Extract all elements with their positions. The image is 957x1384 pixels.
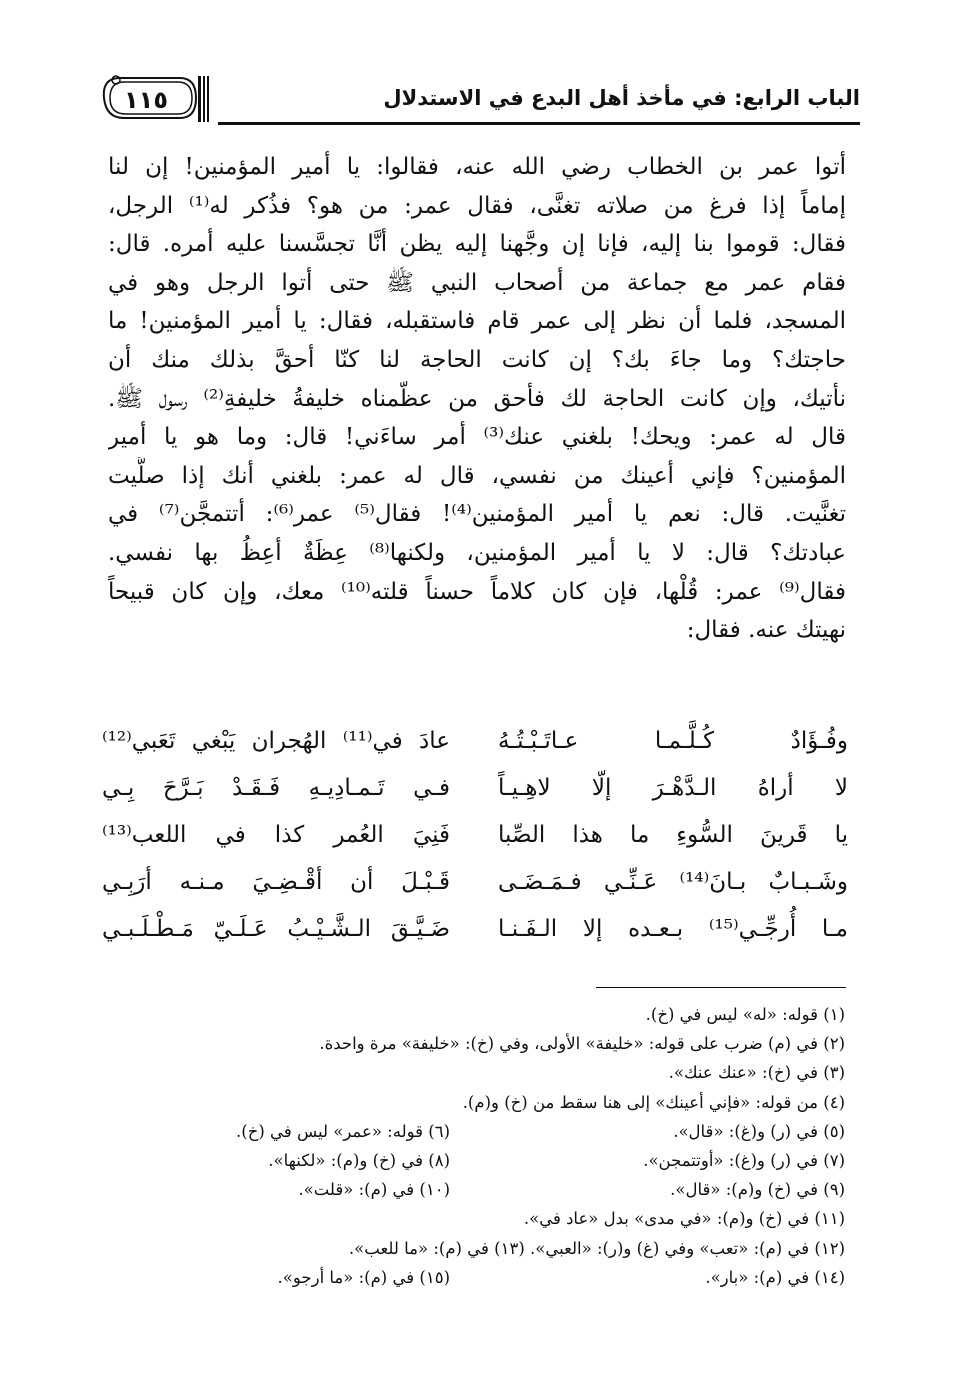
footnote-line <box>105 1029 845 1058</box>
footnote: (٣) في (خ): «عنك عنك». <box>668 1063 845 1083</box>
poem-verse <box>102 765 848 812</box>
poem-verse <box>102 718 848 765</box>
footnote-line <box>105 1088 845 1117</box>
footnote: (١) قوله: «له» ليس في (خ). <box>645 1005 845 1024</box>
footnotes <box>105 1000 845 1292</box>
footnote-line <box>105 1117 845 1146</box>
text-line: حاجتك؟ وما جاءَ بك؟ إن كانت الحاجة لنا كنّا أحقَّ بذلك منك أن <box>108 346 846 373</box>
second-hemistich: ضَـيَّـقَ الـشَّـيْـبُ عَـلَـيّ مَـطْـلَـبـي <box>102 916 450 942</box>
text-line: إماماً إذا فرغ من صلاته تغنَّى، فقال عمر: من هو؟ فذُكر له⁽¹⁾ الرجل، <box>108 192 846 219</box>
second-hemistich: قَـبْـلَ أن أقْـضِـيَ مـنـه أرَبِـي <box>102 869 450 895</box>
poem-verse <box>102 812 848 859</box>
running-header <box>100 64 860 124</box>
footnote: (٦) قوله: «عمر» ليس في (خ). <box>236 1121 450 1141</box>
footnote: (١٢) في (م): «تعب» وفي (غ) و(ر): «العبي». (١٣) في (م): «ما للعب». <box>348 1238 845 1258</box>
text-line: عبادتك؟ قال: لا يا أمير المؤمنين، ولكنها⁽⁸⁾ عِظَةٌ أعِظُ بها نفسي. <box>108 539 846 566</box>
text-line: نأتيك، وإن كانت الحاجة لك فأحق من عظّمناه خليفةُ خليفةِ⁽²⁾ رسول ﷺ. <box>108 385 846 412</box>
text-line: قال له عمر: ويحك! بلغني عنك⁽³⁾ أمر ساءَني! قال: وما هو يا أمير <box>108 424 846 451</box>
poem-verse <box>102 859 848 906</box>
footnote: (١١) في (خ) و(م): «في مدى» بدل «عاد في». <box>523 1209 845 1229</box>
text-line: أتوا عمر بن الخطاب رضي الله عنه، فقالوا: يا أمير المؤمنين! إن لنا <box>108 154 846 180</box>
footnote-divider <box>596 987 846 988</box>
footnote: (١٠) في (م): «قلت». <box>298 1180 450 1200</box>
footnote-line <box>105 1058 845 1087</box>
footnote-line <box>105 1175 845 1204</box>
first-hemistich: لا أراهُ الـدَّهْـرَ إلّا لاهِـيـاً <box>498 775 848 801</box>
second-hemistich: عادَ في⁽¹¹⁾ الهُجران يَبْغي تَعَبي⁽¹²⁾ <box>102 728 450 754</box>
footnote: (٢) في (م) ضرب على قوله: «خليفة» الأولى، وفي (خ): «خليفة» مرة واحدة. <box>319 1034 845 1054</box>
chapter-title: الباب الرابع: في مأخذ أهل البدع في الاستدلال <box>383 86 860 110</box>
text-line: المؤمنين؟ فإني أعينك من نفسي، قال له عمر: بلغني أنك إذا صلَّيت <box>108 462 846 489</box>
footnote: (١٤) في (م): «بار». <box>705 1267 845 1287</box>
footnote: (١٥) في (م): «ما أرجو». <box>277 1267 450 1287</box>
footnote: (٧) في (ر) و(غ): «أوتتمجن». <box>643 1150 845 1170</box>
footnote-line <box>105 1263 845 1292</box>
text-line: المسجد، فلما أن نظر إلى عمر قام فاستقبله، فقال: يا أمير المؤمنين! ما <box>108 308 846 335</box>
poem <box>102 718 848 953</box>
footnote-line <box>105 1000 845 1029</box>
page-number-badge <box>100 74 212 122</box>
first-hemistich: وشَـبـابٌ بـانَ⁽¹⁴⁾ عَـنِّـي فـمَـضَـى <box>498 869 848 895</box>
text-line: فقال: قوموا بنا إليه، فإنا إن وجَّهنا إليه يظن أنَّا تجسَّسنا عليه أمره. قال: <box>108 231 846 258</box>
first-hemistich: وفُـؤَادٌ كُـلَّـمـا عـاتَـبْـتُـهُ <box>498 728 848 754</box>
footnote-line <box>105 1146 845 1175</box>
second-hemistich: فـي تَـمـادِيـهِ فَـقَـدْ بَـرَّحَ بِـي <box>102 775 450 801</box>
first-hemistich: مـا أُرجِّـي⁽¹⁵⁾ بـعـده إلا الـفَـنـا <box>498 916 848 942</box>
second-hemistich: فَنِيَ العُمر كذا في اللعب⁽¹³⁾ <box>102 822 450 848</box>
text-line: تغنَّيت. قال: نعم يا أمير المؤمنين⁽⁴⁾! فقال⁽⁵⁾ عمر⁽⁶⁾: أتتمجَّن⁽⁷⁾ في <box>108 501 846 528</box>
page-number: ١١٥ <box>124 86 168 114</box>
header-rule <box>218 122 860 125</box>
text-line: فقام عمر مع جماعة من أصحاب النبي ﷺ حتى أتوا الرجل وهو في <box>108 269 846 296</box>
first-hemistich: يا قَرينَ السُّوءِ ما هذا الصِّبا <box>498 822 848 848</box>
footnote-line <box>105 1234 845 1263</box>
text-line: نهيتك عنه. فقال: <box>686 617 846 644</box>
footnote-line <box>105 1204 845 1233</box>
footnote: (٤) من قوله: «فإني أعينك» إلى هنا سقط من (خ) و(م). <box>462 1092 845 1112</box>
main-text <box>108 148 846 650</box>
footnote: (٥) في (ر) و(غ): «قال». <box>673 1121 845 1141</box>
poem-verse <box>102 906 848 953</box>
footnote: (٨) في (خ) و(م): «لكنها». <box>268 1150 450 1170</box>
text-line: فقال⁽⁹⁾ عمر: قُلْها، فإن كان كلاماً حسناً قلته⁽¹⁰⁾ معك، وإن كان قبيحاً <box>108 578 846 605</box>
footnote: (٩) في (خ) و(م): «قال». <box>670 1180 845 1200</box>
